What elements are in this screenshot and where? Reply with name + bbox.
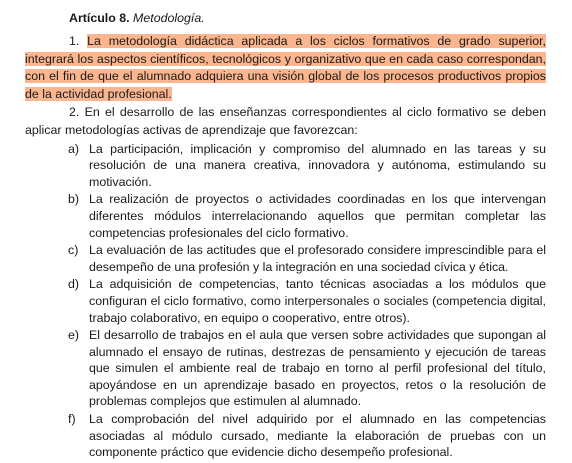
list-item-marker: c) [68,243,79,258]
list-item-marker: a) [68,141,80,156]
list-item [25,276,546,326]
list-item-text: La participación, implicación y compromiso del alumnado en las tareas y su resolución de una manera creativa, innovadora y autónoma, estimulando su motivación. [89,141,546,189]
list-item [25,327,546,410]
list-item-marker: d) [68,277,80,292]
paragraph-2-number: 2. [69,105,80,120]
paragraph-2-text: En el desarrollo de las enseñanzas correspondientes al ciclo formativo se deben aplicar metodologías activas de aprendizaje que favorezcan: [25,105,546,137]
paragraph-1 [25,33,546,103]
list-item-marker: f) [68,412,76,427]
paragraph-2 [25,104,546,139]
highlighted-text[interactable]: La metodología didáctica aplicada a los ciclos formativos de grado superior, integrará los aspectos científicos, tecnológicos y organizativo que en cada caso correspondan, con el fin de que el alumnado adquiera una visión global de los procesos productivos propios de la actividad profesional. [25,34,546,101]
article-heading [69,9,546,27]
list-item-text: La realización de proyectos o actividades coordinadas en los que intervengan diferentes módulos interrelacionando aquellos que permitan completar las competencias profesionales del ciclo formativo. [89,192,546,240]
list-item-text: La comprobación del nivel adquirido por el alumnado en las competencias asociadas al módulo cursado, mediante la elaboración de pruebas con un componente práctico que evidencie dicho desempeño profesional. [89,412,546,460]
list-item-marker: e) [68,328,80,343]
list-item [25,191,546,241]
methodology-list [25,141,546,461]
list-item-text: El desarrollo de trabajos en el aula que versen sobre actividades que supongan al alumnado el ensayo de rutinas, destrezas de pensamiento y ejecución de tareas que simulen el ambiente real de trabajo en torno al perfil profesional del título, apoyándose en un aprendizaje basado en proyectos, retos o la resolución de problemas complejos que estimulen al alumnado. [89,328,546,409]
list-item [25,411,546,461]
list-item-text: La adquisición de competencias, tanto técnicas asociadas a los módulos que configuran el ciclo formativo, como interpersonales o sociales (competencia digital, trabajo colaborativo, en equipo o cooperativo, entre otros). [89,277,546,325]
article-number: Artículo 8. [69,11,130,25]
article-title: Metodología. [133,11,205,25]
list-item-marker: b) [68,192,80,207]
list-item-text: La evaluación de las actitudes que el profesorado considere imprescindible para el desempeño de una profesión y la integración en una sociedad cívica y ética. [89,243,546,274]
list-item [25,141,546,191]
paragraph-1-number: 1. [69,34,80,48]
list-item [25,242,546,275]
